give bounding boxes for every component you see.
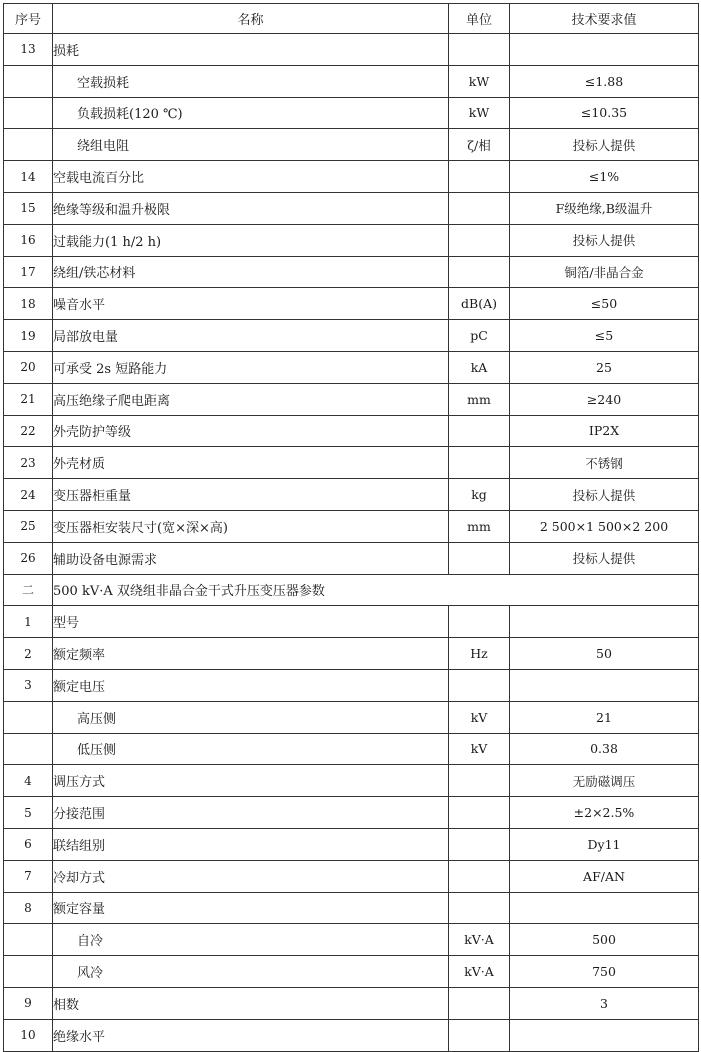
row-name: 额定容量: [53, 892, 449, 924]
header-unit: 单位: [449, 4, 510, 34]
row-value: 投标人提供: [510, 479, 699, 511]
row-unit: kg: [449, 479, 510, 511]
table-row: [4, 65, 699, 97]
table-row: [4, 510, 699, 542]
row-name: 低压侧: [53, 733, 449, 765]
row-unit: dB(A): [449, 288, 510, 320]
row-number: 16: [4, 224, 53, 256]
row-name: 相数: [53, 987, 449, 1019]
row-name: 分接范围: [53, 797, 449, 829]
row-number: 15: [4, 192, 53, 224]
row-name: 额定频率: [53, 638, 449, 670]
row-number: 22: [4, 415, 53, 447]
row-name: 型号: [53, 606, 449, 638]
row-number: [4, 733, 53, 765]
row-name: 可承受 2s 短路能力: [53, 351, 449, 383]
row-value: 50: [510, 638, 699, 670]
row-number: 24: [4, 479, 53, 511]
table-row: [4, 638, 699, 670]
table-row: [4, 351, 699, 383]
row-number: 10: [4, 1019, 53, 1051]
row-name: 外壳防护等级: [53, 415, 449, 447]
row-value: ≤5: [510, 320, 699, 352]
row-number: [4, 129, 53, 161]
row-value: 投标人提供: [510, 224, 699, 256]
row-unit: kW: [449, 65, 510, 97]
row-value: F级绝缘,B级温升: [510, 192, 699, 224]
table-row: [4, 860, 699, 892]
row-number: 9: [4, 987, 53, 1019]
row-value: 不锈钢: [510, 447, 699, 479]
row-value: [510, 34, 699, 66]
header-row: [4, 4, 699, 34]
row-unit: pC: [449, 320, 510, 352]
row-unit: [449, 987, 510, 1019]
row-number: 25: [4, 510, 53, 542]
row-value: [510, 669, 699, 701]
row-unit: Hz: [449, 638, 510, 670]
row-unit: [449, 224, 510, 256]
row-number: 5: [4, 797, 53, 829]
row-name: 调压方式: [53, 765, 449, 797]
row-unit: [449, 828, 510, 860]
row-number: 7: [4, 860, 53, 892]
row-name: 绕组/铁芯材料: [53, 256, 449, 288]
row-unit: [449, 256, 510, 288]
row-value: ≥240: [510, 383, 699, 415]
row-value: 0.38: [510, 733, 699, 765]
row-number: 1: [4, 606, 53, 638]
row-number: [4, 701, 53, 733]
row-number: 19: [4, 320, 53, 352]
table-row: [4, 542, 699, 574]
row-number: 21: [4, 383, 53, 415]
row-name: 额定电压: [53, 669, 449, 701]
row-number: 20: [4, 351, 53, 383]
row-value: 750: [510, 956, 699, 988]
table-row: [4, 479, 699, 511]
row-name: 高压绝缘子爬电距离: [53, 383, 449, 415]
header-name: 名称: [53, 4, 449, 34]
table-row: [4, 288, 699, 320]
table-row: [4, 161, 699, 193]
row-name: 空载电流百分比: [53, 161, 449, 193]
table-row: [4, 606, 699, 638]
row-number: [4, 65, 53, 97]
row-unit: kV·A: [449, 956, 510, 988]
row-unit: [449, 669, 510, 701]
row-unit: kV: [449, 733, 510, 765]
row-number: 8: [4, 892, 53, 924]
table-row: [4, 224, 699, 256]
row-value: 21: [510, 701, 699, 733]
row-value: 3: [510, 987, 699, 1019]
table-row: [4, 924, 699, 956]
row-number: [4, 97, 53, 129]
row-unit: ζ/相: [449, 129, 510, 161]
row-unit: kV: [449, 701, 510, 733]
row-name: 风冷: [53, 956, 449, 988]
row-name: 绝缘等级和温升极限: [53, 192, 449, 224]
row-value: 25: [510, 351, 699, 383]
table-row: [4, 987, 699, 1019]
row-number: 2: [4, 638, 53, 670]
table-row: [4, 828, 699, 860]
table-row: [4, 383, 699, 415]
row-name: 过载能力(1 h/2 h): [53, 224, 449, 256]
row-unit: [449, 606, 510, 638]
row-unit: [449, 192, 510, 224]
row-number: 17: [4, 256, 53, 288]
row-number: [4, 956, 53, 988]
row-unit: mm: [449, 510, 510, 542]
row-number: 3: [4, 669, 53, 701]
row-value: 投标人提供: [510, 129, 699, 161]
row-name: 变压器柜安装尺寸(宽×深×高): [53, 510, 449, 542]
row-name: 绝缘水平: [53, 1019, 449, 1051]
row-value: 投标人提供: [510, 542, 699, 574]
row-value: 铜箔/非晶合金: [510, 256, 699, 288]
row-value: ≤1.88: [510, 65, 699, 97]
row-name: 局部放电量: [53, 320, 449, 352]
table-row: [4, 1019, 699, 1051]
row-unit: [449, 860, 510, 892]
header-value: 技术要求值: [510, 4, 699, 34]
table-header: [4, 4, 699, 34]
table-body: [4, 34, 699, 1052]
row-name: 辅助设备电源需求: [53, 542, 449, 574]
row-number: 26: [4, 542, 53, 574]
row-unit: mm: [449, 383, 510, 415]
row-unit: [449, 765, 510, 797]
row-name: 联结组别: [53, 828, 449, 860]
row-unit: [449, 34, 510, 66]
row-number: 4: [4, 765, 53, 797]
row-value: 无励磁调压: [510, 765, 699, 797]
row-unit: [449, 447, 510, 479]
row-number: 23: [4, 447, 53, 479]
section-title: 500 kV·A 双绕组非晶合金干式升压变压器参数: [53, 574, 699, 606]
row-number: 二: [4, 574, 53, 606]
row-unit: [449, 797, 510, 829]
row-value: ≤50: [510, 288, 699, 320]
row-name: 负载损耗(120 ℃): [53, 97, 449, 129]
row-name: 损耗: [53, 34, 449, 66]
row-value: 2 500×1 500×2 200: [510, 510, 699, 542]
table-row: [4, 765, 699, 797]
row-value: [510, 1019, 699, 1051]
row-value: [510, 892, 699, 924]
table-row: [4, 574, 699, 606]
row-value: [510, 606, 699, 638]
row-number: 18: [4, 288, 53, 320]
row-unit: [449, 542, 510, 574]
row-name: 空载损耗: [53, 65, 449, 97]
row-value: AF/AN: [510, 860, 699, 892]
table-row: [4, 669, 699, 701]
row-name: 自冷: [53, 924, 449, 956]
row-value: ±2×2.5%: [510, 797, 699, 829]
table-row: [4, 797, 699, 829]
row-name: 外壳材质: [53, 447, 449, 479]
table-row: [4, 97, 699, 129]
table-row: [4, 34, 699, 66]
row-name: 绕组电阻: [53, 129, 449, 161]
row-value: ≤10.35: [510, 97, 699, 129]
table-row: [4, 447, 699, 479]
table-row: [4, 892, 699, 924]
row-unit: [449, 415, 510, 447]
row-unit: kA: [449, 351, 510, 383]
row-value: IP2X: [510, 415, 699, 447]
row-value: ≤1%: [510, 161, 699, 193]
row-number: 6: [4, 828, 53, 860]
row-number: 14: [4, 161, 53, 193]
row-unit: [449, 1019, 510, 1051]
row-unit: kV·A: [449, 924, 510, 956]
table-row: [4, 320, 699, 352]
row-value: Dy11: [510, 828, 699, 860]
row-name: 高压侧: [53, 701, 449, 733]
row-name: 冷却方式: [53, 860, 449, 892]
table-row: [4, 256, 699, 288]
row-number: [4, 924, 53, 956]
row-unit: [449, 161, 510, 193]
table-row: [4, 129, 699, 161]
header-no: 序号: [4, 4, 53, 34]
row-name: 噪音水平: [53, 288, 449, 320]
table-row: [4, 415, 699, 447]
table-row: [4, 192, 699, 224]
row-unit: kW: [449, 97, 510, 129]
table-row: [4, 956, 699, 988]
row-unit: [449, 892, 510, 924]
spec-table: [3, 3, 699, 1052]
row-number: 13: [4, 34, 53, 66]
table-row: [4, 701, 699, 733]
row-value: 500: [510, 924, 699, 956]
table-row: [4, 733, 699, 765]
row-name: 变压器柜重量: [53, 479, 449, 511]
